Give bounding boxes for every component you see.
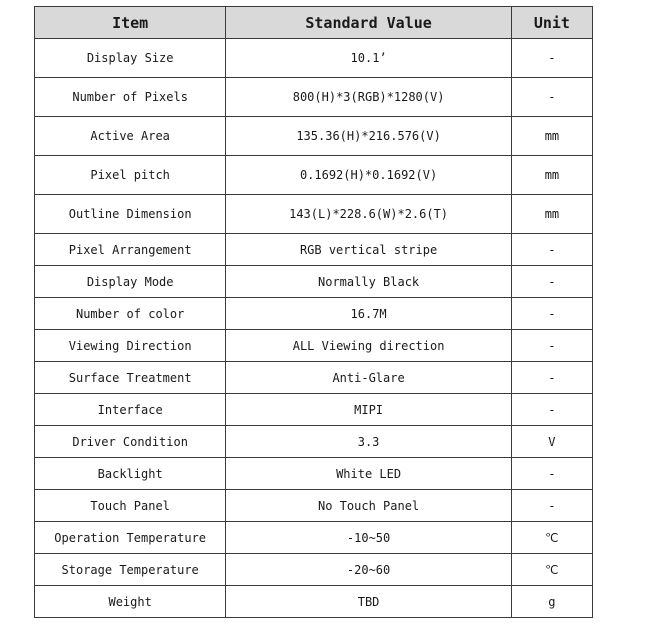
row-unit: - <box>511 490 592 522</box>
row-item: Touch Panel <box>35 490 226 522</box>
header-item: Item <box>35 7 226 39</box>
table-row <box>35 78 593 117</box>
row-value: 800(H)*3(RGB)*1280(V) <box>226 78 512 117</box>
row-value: Normally Black <box>226 266 512 298</box>
row-item: Pixel pitch <box>35 156 226 195</box>
header-unit: Unit <box>511 7 592 39</box>
row-unit: - <box>511 266 592 298</box>
row-unit: ℃ <box>511 554 592 586</box>
row-value: 3.3 <box>226 426 512 458</box>
row-value: 10.1’ <box>226 39 512 78</box>
row-unit: mm <box>511 195 592 234</box>
row-unit: - <box>511 394 592 426</box>
row-item: Display Mode <box>35 266 226 298</box>
row-unit: ℃ <box>511 522 592 554</box>
row-value: ALL Viewing direction <box>226 330 512 362</box>
row-unit: - <box>511 78 592 117</box>
row-item: Storage Temperature <box>35 554 226 586</box>
row-unit: - <box>511 234 592 266</box>
row-item: Interface <box>35 394 226 426</box>
row-item: Weight <box>35 586 226 618</box>
row-value: 16.7M <box>226 298 512 330</box>
table-row <box>35 39 593 78</box>
table-row <box>35 156 593 195</box>
table-row <box>35 266 593 298</box>
table-row <box>35 330 593 362</box>
row-item: Operation Temperature <box>35 522 226 554</box>
row-item: Outline Dimension <box>35 195 226 234</box>
row-item: Driver Condition <box>35 426 226 458</box>
row-value: -20~60 <box>226 554 512 586</box>
row-item: Viewing Direction <box>35 330 226 362</box>
table-row <box>35 522 593 554</box>
row-item: Active Area <box>35 117 226 156</box>
row-unit: - <box>511 330 592 362</box>
row-item: Surface Treatment <box>35 362 226 394</box>
row-unit: V <box>511 426 592 458</box>
row-value: 0.1692(H)*0.1692(V) <box>226 156 512 195</box>
row-value: TBD <box>226 586 512 618</box>
row-unit: mm <box>511 156 592 195</box>
row-value: 135.36(H)*216.576(V) <box>226 117 512 156</box>
table-row <box>35 394 593 426</box>
row-value: White LED <box>226 458 512 490</box>
row-value: -10~50 <box>226 522 512 554</box>
row-unit: - <box>511 362 592 394</box>
spec-table <box>34 6 593 618</box>
row-unit: - <box>511 298 592 330</box>
table-row <box>35 458 593 490</box>
table-row <box>35 298 593 330</box>
table-row <box>35 234 593 266</box>
table-row <box>35 586 593 618</box>
table-row <box>35 490 593 522</box>
header-standard-value: Standard Value <box>226 7 512 39</box>
row-value: Anti-Glare <box>226 362 512 394</box>
table-row <box>35 117 593 156</box>
row-item: Display Size <box>35 39 226 78</box>
header-row <box>35 7 593 39</box>
row-unit: mm <box>511 117 592 156</box>
table-row <box>35 195 593 234</box>
row-value: MIPI <box>226 394 512 426</box>
row-item: Backlight <box>35 458 226 490</box>
table-row <box>35 426 593 458</box>
row-unit: - <box>511 39 592 78</box>
row-value: RGB vertical stripe <box>226 234 512 266</box>
row-item: Pixel Arrangement <box>35 234 226 266</box>
row-item: Number of Pixels <box>35 78 226 117</box>
table-row <box>35 362 593 394</box>
row-unit: - <box>511 458 592 490</box>
row-unit: g <box>511 586 592 618</box>
row-value: 143(L)*228.6(W)*2.6(T) <box>226 195 512 234</box>
row-value: No Touch Panel <box>226 490 512 522</box>
row-item: Number of color <box>35 298 226 330</box>
table-row <box>35 554 593 586</box>
